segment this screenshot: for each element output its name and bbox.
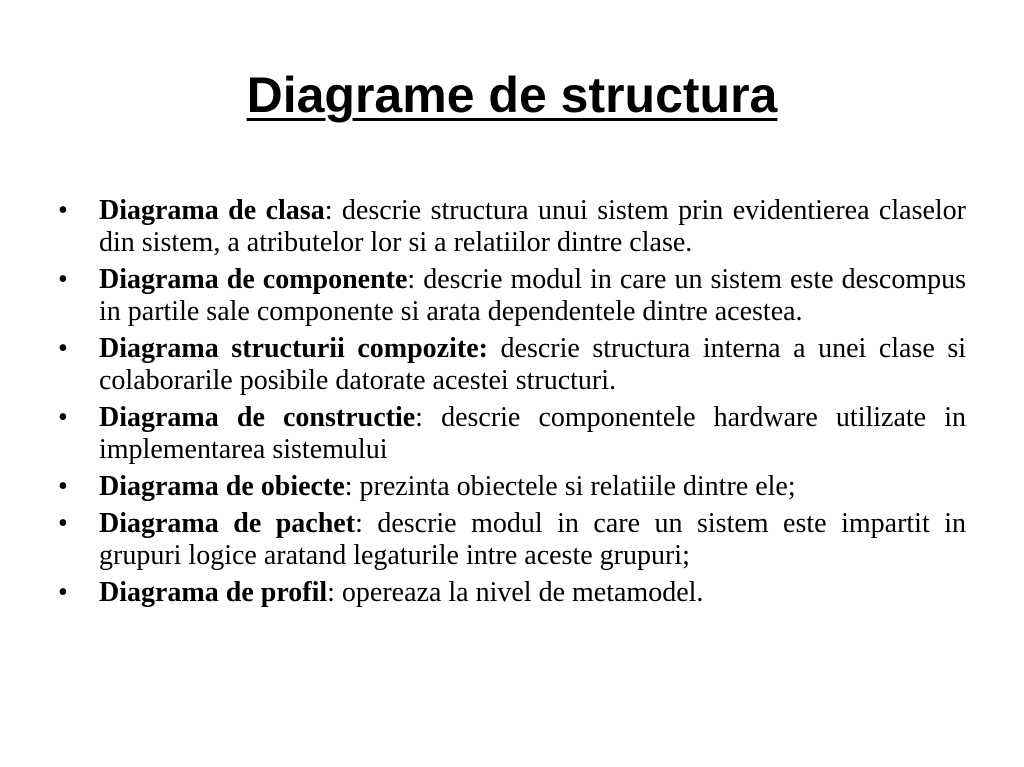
- bullet-icon: •: [58, 402, 68, 433]
- bullet-icon: •: [58, 333, 68, 364]
- bullet-description: : opereaza la nivel de metamodel.: [327, 577, 704, 608]
- bullet-term: Diagrama de clasa: [99, 195, 325, 226]
- bullet-icon: •: [58, 264, 68, 295]
- bullet-item: [58, 471, 966, 503]
- bullet-description: : descrie componentele hardware utilizate in implementarea sistemului: [99, 402, 966, 465]
- bullet-term: Diagrama de constructie: [99, 402, 416, 433]
- bullet-item: [58, 577, 966, 609]
- bullet-term: Diagrama de componente: [99, 264, 408, 295]
- bullet-description: : descrie modul in care un sistem este descompus in partile sale componente si arata dependentele dintre acestea.: [99, 264, 966, 327]
- bullet-item: [58, 402, 966, 466]
- bullet-term: Diagrama de profil: [99, 577, 328, 608]
- bullet-list: [58, 195, 966, 614]
- bullet-term: Diagrama de pachet: [99, 508, 356, 539]
- bullet-description: : prezinta obiectele si relatiile dintre ele;: [344, 471, 796, 502]
- bullet-icon: •: [58, 471, 68, 502]
- bullet-term: Diagrama structurii compozite:: [99, 333, 488, 364]
- bullet-item: [58, 264, 966, 328]
- bullet-description: descrie structura interna a unei clase si colaborarile posibile datorate acestei structuri.: [99, 333, 967, 396]
- bullet-term: Diagrama de obiecte: [99, 471, 345, 502]
- bullet-description: : descrie modul in care un sistem este impartit in grupuri logice aratand legaturile intre aceste grupuri;: [99, 508, 966, 571]
- bullet-item: [58, 333, 966, 397]
- bullet-icon: •: [58, 508, 68, 539]
- bullet-description: : descrie structura unui sistem prin evidentierea claselor din sistem, a atributelor lor si a relatiilor dintre clase.: [99, 195, 966, 258]
- bullet-item: [58, 195, 966, 259]
- bullet-icon: •: [58, 195, 68, 226]
- bullet-item: [58, 508, 966, 572]
- slide-title: Diagrame de structura: [246, 67, 778, 123]
- bullet-icon: •: [58, 577, 68, 608]
